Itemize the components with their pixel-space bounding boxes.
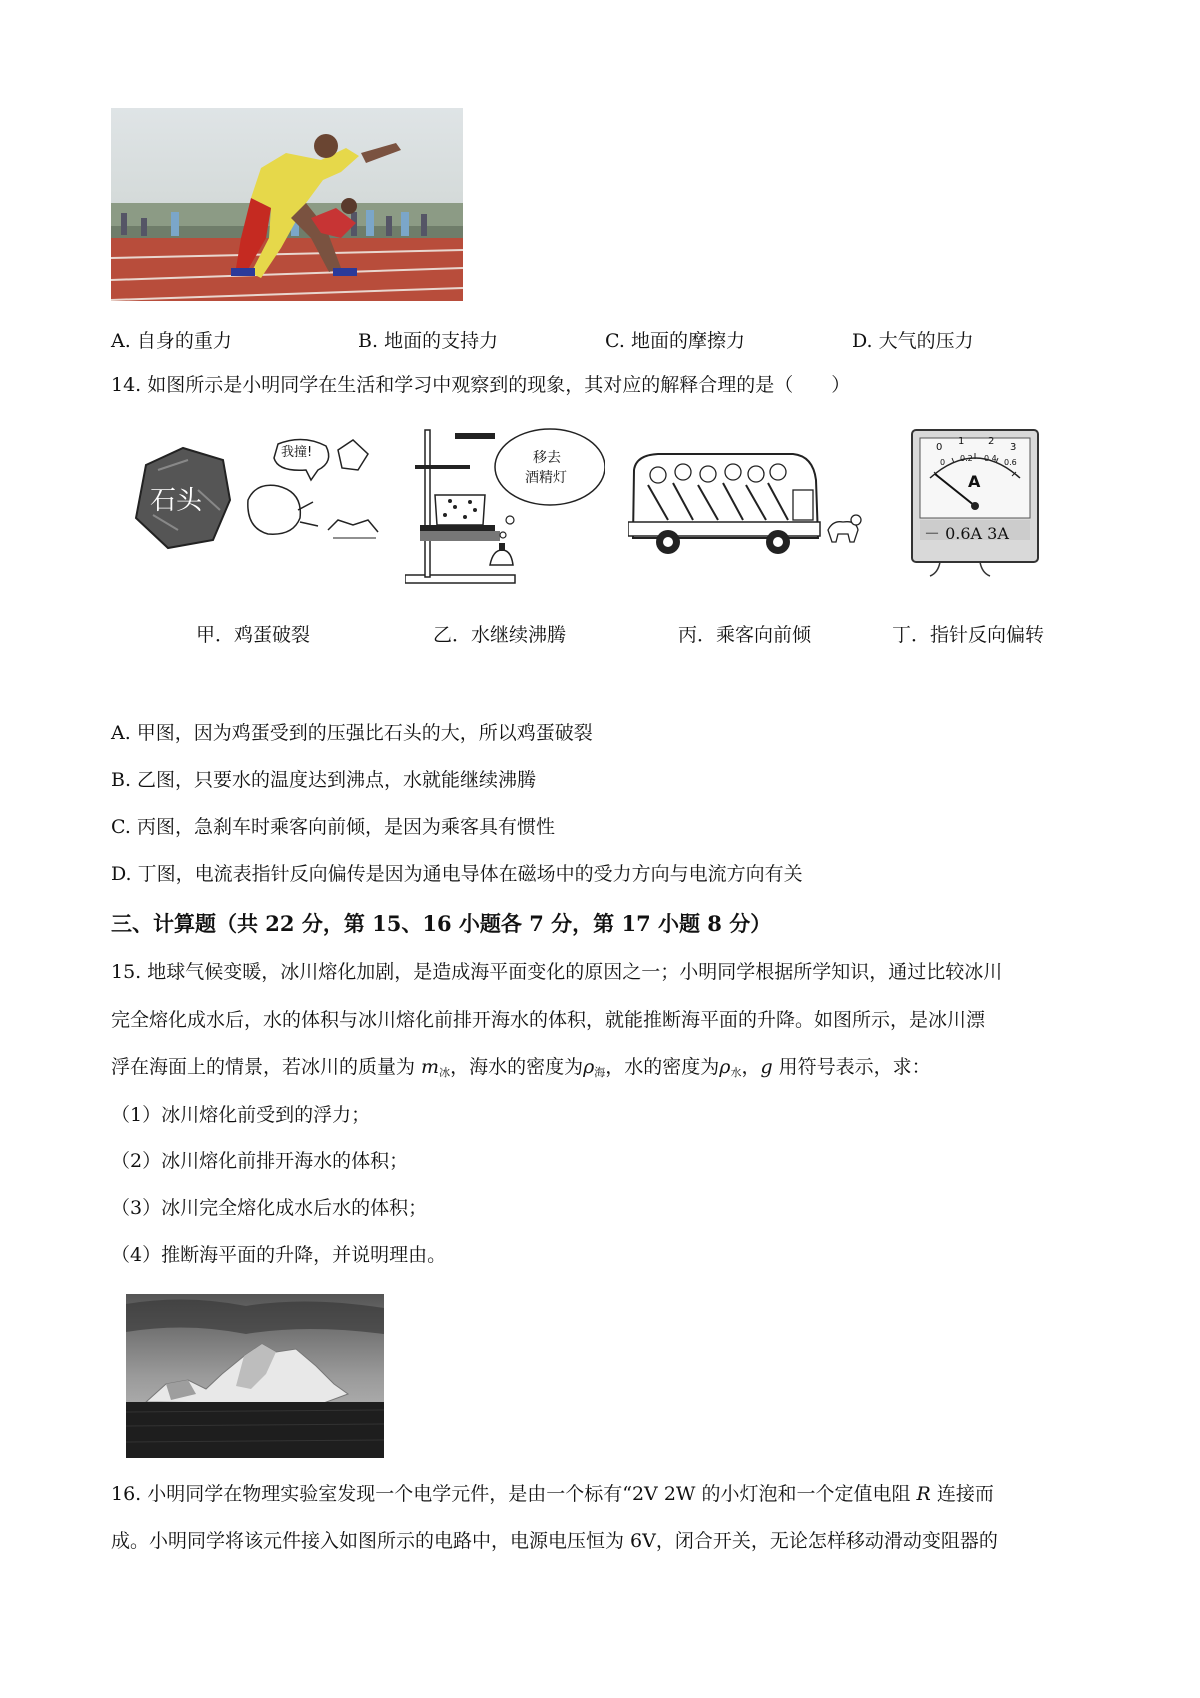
- caption-ding: 丁．指针反向偏转: [892, 624, 1045, 646]
- q15-line3: [111, 1054, 931, 1086]
- q16-text: 16. 小明同学在物理实验室发现一个电学元件，是由一个标有“2V 2W 的小灯泡和一个定值电阻: [111, 1483, 917, 1505]
- q14-stem: 14. 如图所示是小明同学在生活和学习中观察到的现象，其对应的解释合理的是（ ）: [111, 374, 851, 396]
- ammeter-scale-2: 2: [988, 436, 995, 447]
- gravity-symbol: g: [760, 1056, 773, 1078]
- ammeter-terminals: － 0.6A 3A: [924, 524, 1009, 543]
- option-text: 地面的支持力: [384, 330, 499, 352]
- q16-line2: 成。小明同学将该元件接入如图所示的电路中，电源电压恒为 6V，闭合开关，无论怎样移动滑动变阻器的: [111, 1530, 998, 1552]
- q13-option-a: [111, 326, 232, 353]
- option-label: C.: [605, 330, 625, 352]
- q14-option-b: B. 乙图，只要水的温度达到沸点，水就能继续沸腾: [111, 769, 537, 791]
- ammeter-inner-3: 0.6: [1004, 458, 1017, 467]
- option-text: 自身的重力: [136, 330, 232, 352]
- q13-option-d: [852, 326, 974, 353]
- ammeter-inner-0: 0: [940, 458, 946, 467]
- option-text: 地面的摩擦力: [630, 330, 745, 352]
- flame-bubble-line2: 酒精灯: [525, 470, 567, 486]
- option-text: 大气的压力: [878, 330, 974, 352]
- figure-jia: [128, 430, 388, 570]
- density-subscript-water: 水: [730, 1066, 742, 1079]
- q14-option-c: C. 丙图，急刹车时乘客向前倾，是因为乘客具有惯性: [111, 816, 555, 838]
- q13-option-b: [358, 326, 498, 353]
- ammeter-scale-0: 0: [936, 442, 943, 453]
- ammeter-inner-2: 0.4: [984, 454, 997, 463]
- mass-subscript: 冰: [439, 1066, 451, 1079]
- density-symbol-water: ρ: [719, 1056, 731, 1078]
- figure-ding-ammeter: [910, 428, 1040, 578]
- q15-text: 浮在海面上的情景，若冰川的质量为: [111, 1056, 422, 1078]
- density-subscript-sea: 海: [594, 1066, 606, 1079]
- figure-bing: [628, 450, 868, 560]
- iceberg-photo: [126, 1294, 384, 1458]
- option-label: D.: [852, 330, 873, 352]
- q14-option-d: D. 丁图，电流表指针反向偏传是因为通电导体在磁场中的受力方向与电流方向有关: [111, 863, 803, 885]
- q15-item-2: （2）冰川熔化前排开海水的体积；: [111, 1150, 409, 1172]
- q15-item-3: （3）冰川完全熔化成水后水的体积；: [111, 1197, 428, 1219]
- resistor-symbol: R: [916, 1483, 931, 1505]
- density-symbol-sea: ρ: [583, 1056, 595, 1078]
- q13-option-c: [605, 326, 745, 353]
- q14-option-a: A. 甲图，因为鸡蛋受到的压强比石头的大，所以鸡蛋破裂: [111, 722, 593, 744]
- caption-bing: 丙．乘客向前倾: [678, 624, 812, 646]
- sprinter-photo: [111, 108, 463, 301]
- mass-symbol: m: [421, 1056, 440, 1078]
- figure-yi: [405, 425, 605, 590]
- ammeter-scale-1: 1: [958, 436, 965, 447]
- q15-line2: 完全熔化成水后，水的体积与冰川熔化前排开海水的体积，就能推断海平面的升降。如图所示，是冰川漂: [111, 1009, 986, 1031]
- rock-label: 石头: [150, 486, 203, 516]
- q15-text: ，水的密度为: [605, 1056, 720, 1078]
- q16-text: 连接而: [930, 1483, 994, 1505]
- q15-text: 用符号表示，求：: [772, 1056, 931, 1078]
- option-label: B.: [358, 330, 379, 352]
- caption-yi: 乙．水继续沸腾: [433, 624, 567, 646]
- q15-line1: 15. 地球气候变暖，冰川熔化加剧，是造成海平面变化的原因之一；小明同学根据所学知识，通过比较冰川: [111, 961, 1003, 983]
- q15-item-4: （4）推断海平面的升降，并说明理由。: [111, 1244, 447, 1266]
- flame-bubble-line1: 移去: [533, 450, 561, 466]
- section-title-calculation: 三、计算题（共 22 分，第 15、16 小题各 7 分，第 17 小题 8 分）: [111, 911, 772, 936]
- q15-item-1: （1）冰川熔化前受到的浮力；: [111, 1104, 371, 1126]
- q15-text: ，海水的密度为: [450, 1056, 584, 1078]
- ammeter-inner-1: 0.2: [960, 454, 973, 463]
- ammeter-scale-3: 3: [1010, 442, 1017, 453]
- q15-text: ，: [741, 1056, 761, 1078]
- egg-speech-bubble: 我撞!: [281, 445, 313, 460]
- caption-jia: 甲．鸡蛋破裂: [196, 624, 311, 646]
- q16-line1: [111, 1481, 994, 1507]
- ammeter-unit: A: [968, 472, 981, 491]
- option-label: A.: [111, 330, 131, 352]
